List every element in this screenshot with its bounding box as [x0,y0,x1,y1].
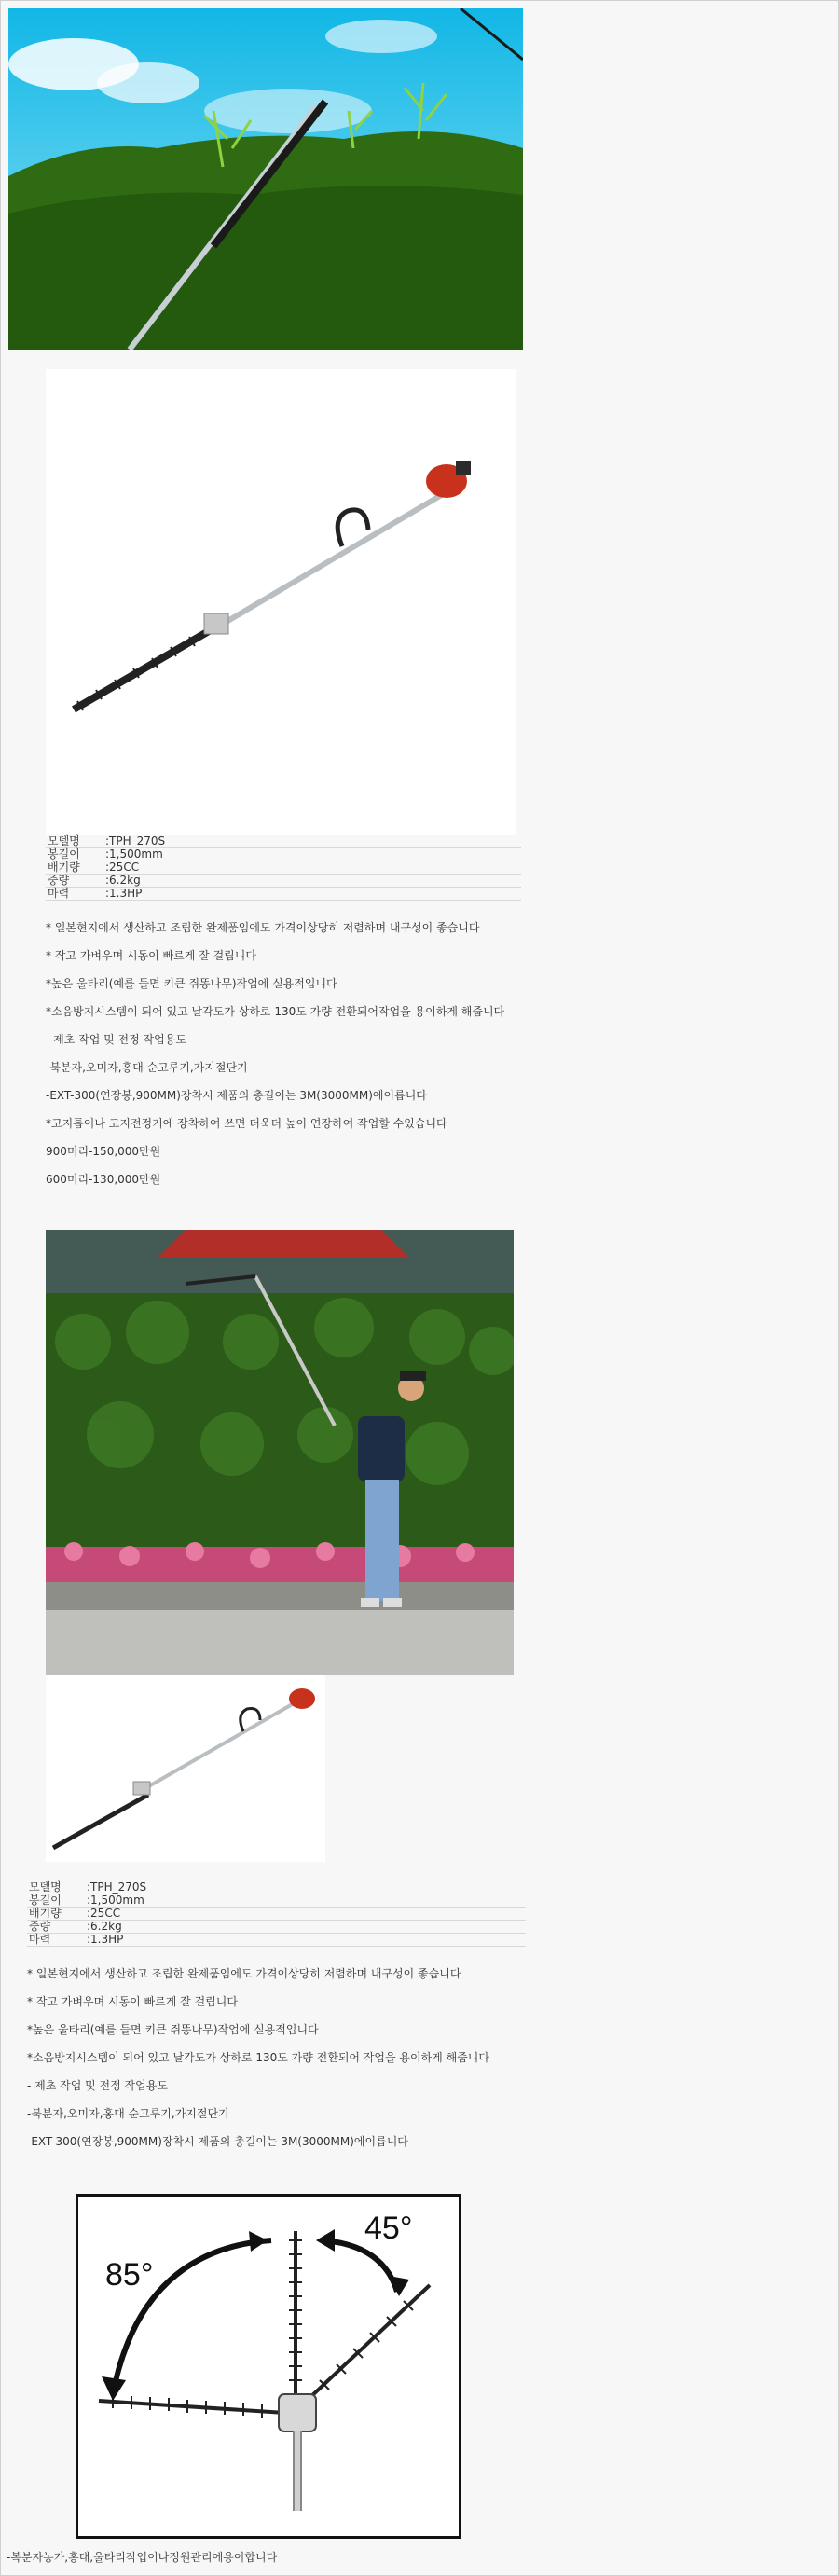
spec-row-power [46,888,521,901]
spec-value: :TPH_270S [77,1881,526,1894]
desc-line: * 일본현지에서 생산하고 조립한 완제품임에도 가격이상당히 저렴하며 내구성이 좋습니다 [27,1967,461,1980]
spec-label: 배기량 [46,861,96,875]
spec-value: :1.3HP [77,1934,526,1947]
price-line: 600미리-130,000만원 [46,1173,161,1186]
desc-line: - 제초 작업 및 전정 작업용도 [46,1033,186,1046]
desc-line: - 제초 작업 및 전정 작업용도 [27,2079,168,2092]
spec-value: :1,500mm [96,848,521,861]
price-line: 900미리-150,000만원 [46,1145,161,1158]
spec-value: :6.2kg [77,1921,526,1934]
spec-value: :1,500mm [77,1894,526,1908]
desc-line: * 일본현지에서 생산하고 조립한 완제품임에도 가격이상당히 저렴하며 내구성이 좋습니다 [46,921,480,934]
spec-value: :1.3HP [96,888,521,901]
desc-line: * 작고 가벼우며 시동이 빠르게 잘 걸립니다 [46,949,256,962]
spec-value: :TPH_270S [96,835,521,848]
desc-line: *소음방지시스템이 되어 있고 날각도가 상하로 130도 가량 전환되어 작업을 용이하게 해줍니다 [27,2051,489,2064]
spec-row-power [27,1934,526,1947]
spec-table-2 [27,1881,526,1947]
desc-line: -EXT-300(연장봉,900MM)장착시 제품의 총길이는 3M(3000MM)에이릅니다 [27,2135,408,2148]
spec-label: 중량 [46,875,96,888]
angle-label-right: 45° [364,2211,413,2246]
desc-line: *높은 울타리(예를 들면 키큰 쥐똥나무)작업에 실용적입니다 [27,2023,319,2036]
desc-line: *높은 울타리(예를 들면 키큰 쥐똥나무)작업에 실용적입니다 [46,977,337,990]
spec-row-weight [27,1921,526,1934]
spec-value: :25CC [96,861,521,875]
spec-label: 배기량 [27,1908,77,1921]
desc-line: -북분자,오미자,홍대 순고루기,가지절단기 [46,1061,248,1074]
footer-text: -복분자농가,홍대,울타리작업이나정원관리에용이합니다 [7,2551,278,2564]
desc-line: *고지톱이나 고지전정기에 장착하여 쓰면 더욱더 높이 연장하여 작업할 수있습니다 [46,1117,447,1130]
angle-diagram [76,2194,461,2539]
desc-line: -EXT-300(연장봉,900MM)장착시 제품의 총길이는 3M(3000MM)에이릅니다 [46,1089,427,1102]
spec-label: 봉길이 [46,848,96,861]
spec-label: 모델명 [27,1881,77,1894]
spec-row-bar-length [27,1894,526,1908]
spec-row-displacement [46,861,521,875]
spec-label: 봉길이 [27,1894,77,1908]
hero-hedge-photo [8,8,523,350]
spec-value: :6.2kg [96,875,521,888]
spec-row-model [27,1881,526,1894]
desc-line: * 작고 가벼우며 시동이 빠르게 잘 걸립니다 [27,1995,238,2008]
desc-line: -북분자,오미자,홍대 순고루기,가지절단기 [27,2107,229,2120]
spec-label: 중량 [27,1921,77,1934]
angle-label-left: 85° [105,2257,154,2293]
desc-line: *소음방지시스템이 되어 있고 날각도가 상하로 130도 가량 전환되어작업을 용이하게 해줍니다 [46,1005,505,1018]
spec-row-weight [46,875,521,888]
spec-label: 마력 [46,888,96,901]
spec-label: 마력 [27,1934,77,1947]
product-photo-1 [46,369,516,835]
spec-row-model [46,835,521,848]
spec-label: 모델명 [46,835,96,848]
spec-row-displacement [27,1908,526,1921]
spec-value: :25CC [77,1908,526,1921]
usage-photo [46,1230,514,1675]
product-photo-2 [46,1675,325,1862]
spec-row-bar-length [46,848,521,861]
spec-table-1 [46,835,521,901]
